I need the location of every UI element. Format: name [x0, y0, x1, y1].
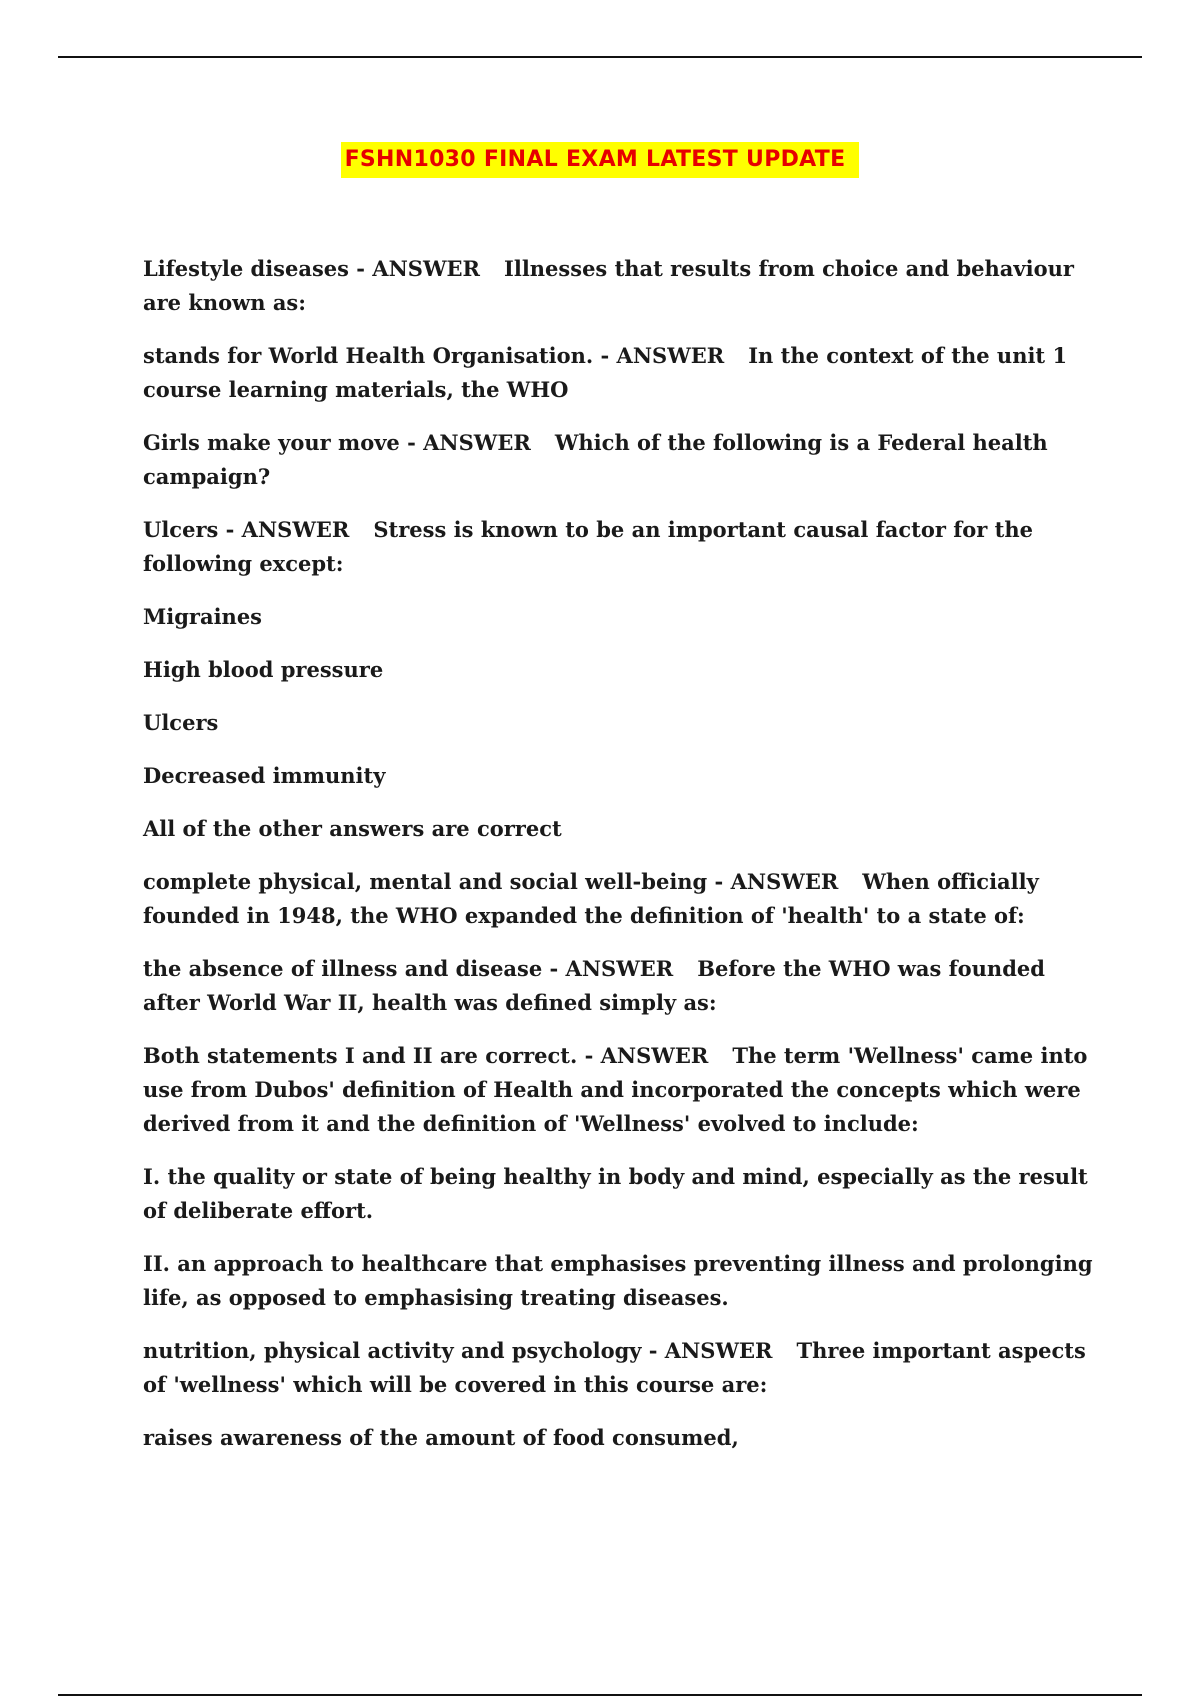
option-item: Decreased immunity	[143, 763, 386, 788]
document-title: FSHN1030 FINAL EXAM LATEST UPDATE	[341, 142, 860, 178]
top-rule	[58, 56, 1142, 58]
bottom-rule	[58, 1694, 1142, 1696]
answer-text: complete physical, mental and social well-being - ANSWER	[143, 869, 839, 894]
question-text: The term 'Wellness' came into use from Dubos' definition of Health and incorporated the concepts which were derived from it and the definition of 'Wellness' evolved to include:	[143, 1043, 1088, 1136]
question-text: When officially founded in 1948, the WHO expanded the definition of 'health' to a state of:	[143, 869, 1039, 928]
option-item: High blood pressure	[143, 657, 384, 682]
title-container	[0, 142, 1200, 178]
question-text: Before the WHO was founded after World War II, health was defined simply as:	[143, 956, 1045, 1015]
question-text: Which of the following is a Federal health campaign?	[143, 430, 1048, 489]
option-item: Ulcers	[143, 710, 219, 735]
question-text: Stress is known to be an important causal factor for the following except:	[143, 517, 1033, 576]
answer-text: Lifestyle diseases - ANSWER	[143, 256, 481, 281]
option-item: Migraines	[143, 604, 263, 629]
question-text: Three important aspects of 'wellness' which will be covered in this course are:	[143, 1338, 1086, 1397]
qa-item-1	[143, 252, 1103, 320]
qa-item-8	[143, 1334, 1103, 1402]
answer-text: nutrition, physical activity and psychology - ANSWER	[143, 1338, 773, 1363]
qa-item-5	[143, 865, 1103, 933]
option-item: All of the other answers are correct	[143, 816, 562, 841]
answer-text: Ulcers - ANSWER	[143, 517, 350, 542]
statement-item: I. the quality or state of being healthy in body and mind, especially as the result of deliberate effort.	[143, 1164, 1088, 1223]
answer-text: Girls make your move - ANSWER	[143, 430, 531, 455]
question-text: Illnesses that results from choice and behaviour are known as:	[143, 256, 1074, 315]
answer-text: Both statements I and II are correct. - ANSWER	[143, 1043, 709, 1068]
qa-item-6	[143, 952, 1103, 1020]
document-body	[143, 252, 1103, 1474]
qa-item-2	[143, 339, 1103, 407]
answer-text: stands for World Health Organisation. - ANSWER	[143, 343, 725, 368]
qa-item-3	[143, 426, 1103, 494]
statement-item: II. an approach to healthcare that emphasises preventing illness and prolonging life, as opposed to emphasising treating diseases.	[143, 1251, 1093, 1310]
qa-item-4	[143, 513, 1103, 581]
answer-text: the absence of illness and disease - ANSWER	[143, 956, 674, 981]
trailing-line: raises awareness of the amount of food consumed,	[143, 1425, 739, 1450]
question-text: In the context of the unit 1 course learning materials, the WHO	[143, 343, 1068, 402]
qa-item-7	[143, 1039, 1103, 1141]
